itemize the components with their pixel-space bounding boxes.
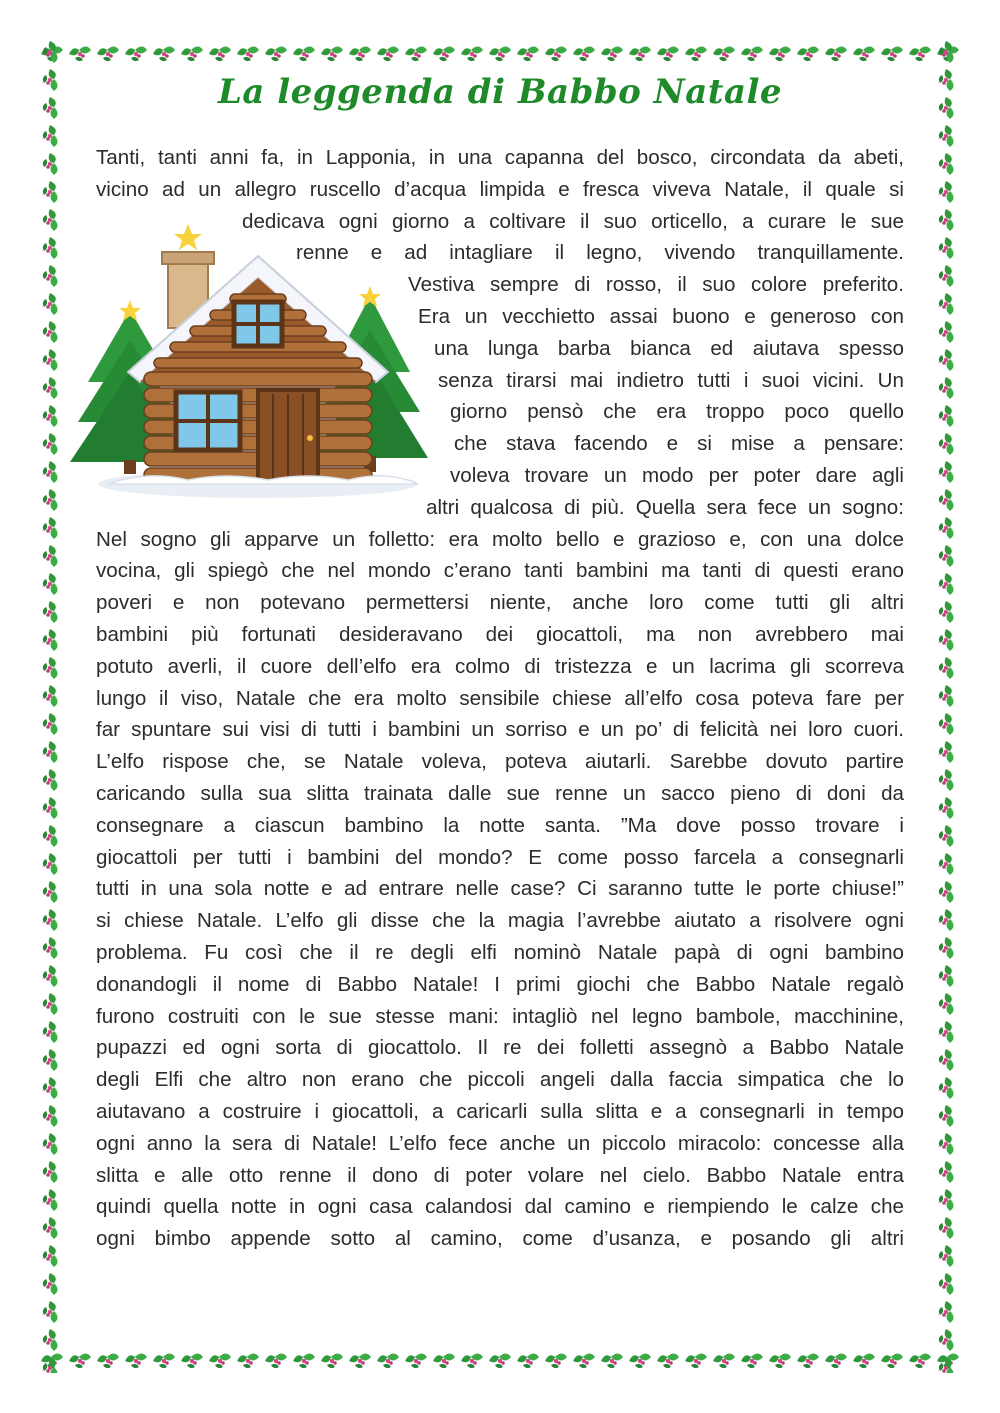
story-line: vocina, gli spiegò che nel mondo c’erano tanti bambini ma tanti di questi erano [96, 559, 904, 583]
story-line: giorno pensò che era troppo poco quello [450, 400, 904, 424]
story-line: consegnare a ciascun bambino la notte santa. ”Ma dove posso trovare i [96, 813, 904, 837]
story-line: problema. Fu così che il re degli elfi nominò Natale papà di ogni bambino [96, 940, 904, 964]
holly-border-right [934, 38, 962, 1373]
story-line: Nel sogno gli apparve un folletto: era molto bello e grazioso e, con una dolce [96, 527, 904, 551]
story-line: donandogli il nome di Babbo Natale! I primi giochi che Babbo Natale regalò [96, 972, 904, 996]
holly-border-bottom [38, 1345, 962, 1373]
story-line: senza tirarsi mai indietro tutti i suoi vicini. Un [438, 368, 904, 392]
story-line: Era un vecchietto assai buono e generoso con [418, 304, 904, 328]
holly-border-left [38, 38, 66, 1373]
story-line: Tanti, tanti anni fa, in Lapponia, in una capanna del bosco, circondata da abeti, [96, 146, 904, 169]
story-line: renne e ad intagliare il legno, vivendo tranquillamente. [296, 241, 904, 265]
story-line: L’elfo rispose che, se Natale voleva, poteva aiutarli. Sarebbe dovuto partire [96, 750, 904, 774]
page-title: La leggenda di Babbo Natale [217, 72, 783, 112]
story-line: che stava facendo e si mise a pensare: [454, 432, 904, 456]
story-line: furono costruiti con le sue stesse mani: intagliò nel legno bambole, macchinine, [96, 1004, 904, 1028]
story-line: far spuntare sui visi di tutti i bambini un sorriso e un po’ di felicità nei loro cuori. [96, 718, 904, 742]
story-line: si chiese Natale. L’elfo gli disse che la magia l’avrebbe aiutato a risolvere ogni [96, 909, 904, 933]
story-line: bambini più fortunati desideravano dei giocattoli, ma non avrebbero mai [96, 622, 904, 646]
story-line: una lunga barba bianca ed aiutava spesso [434, 336, 904, 360]
holly-border-top [38, 38, 962, 66]
story-line: ogni anno la sera di Natale! L’elfo fece anche un piccolo miracolo: concesse alla [96, 1131, 904, 1155]
story-line: caricando sulla sua slitta trainata dalle sue renne un sacco pieno di doni da [96, 781, 904, 805]
story-line: voleva trovare un modo per poter dare agli [450, 463, 904, 487]
story-line: giocattoli per tutti i bambini del mondo? E come posso farcela a consegnarli [96, 845, 904, 869]
story-line: slitta e alle otto renne il dono di poter volare nel cielo. Babbo Natale entra [96, 1163, 904, 1187]
story-line: ogni bimbo appende sotto al camino, come d’usanza, e posando gli altri [96, 1227, 904, 1251]
story-line: aiutavano a costruire i giocattoli, a caricarli sulla slitta e a consegnarli in tempo [96, 1099, 904, 1123]
story-line: quindi quella notte in ogni casa calandosi dal camino e riempiendo le calze che [96, 1195, 904, 1219]
story-line: potuto averli, il cuore dell’elfo era colmo di tristezza e un lacrima gli scorreva [96, 654, 904, 678]
story-line: lungo il viso, Natale che era molto sensibile chiese all’elfo cosa poteva fare per [96, 686, 904, 710]
story-line: degli Elfi che altro non erano che piccoli angeli dalla faccia simpatica che lo [96, 1068, 904, 1092]
story-line: poveri e non potevano permettersi niente, anche loro come tutti gli altri [96, 591, 904, 615]
story-line: Vestiva sempre di rosso, il suo colore preferito. [408, 273, 904, 297]
story-line: vicino ad un allegro ruscello d’acqua limpida e fresca viveva Natale, il quale si [96, 177, 904, 201]
story-line: pupazzi ed ogni sorta di giocattolo. Il re dei folletti assegnò a Babbo Natale [96, 1036, 904, 1060]
story-line: tutti in una sola notte e ad entrare nelle case? Ci saranno tutte le porte chiuse!” [96, 877, 904, 901]
story-text [96, 142, 904, 1255]
story-line: altri qualcosa di più. Quella sera fece un sogno: [426, 495, 904, 519]
story-line: dedicava ogni giorno a coltivare il suo orticello, a curare le sue [242, 209, 904, 233]
